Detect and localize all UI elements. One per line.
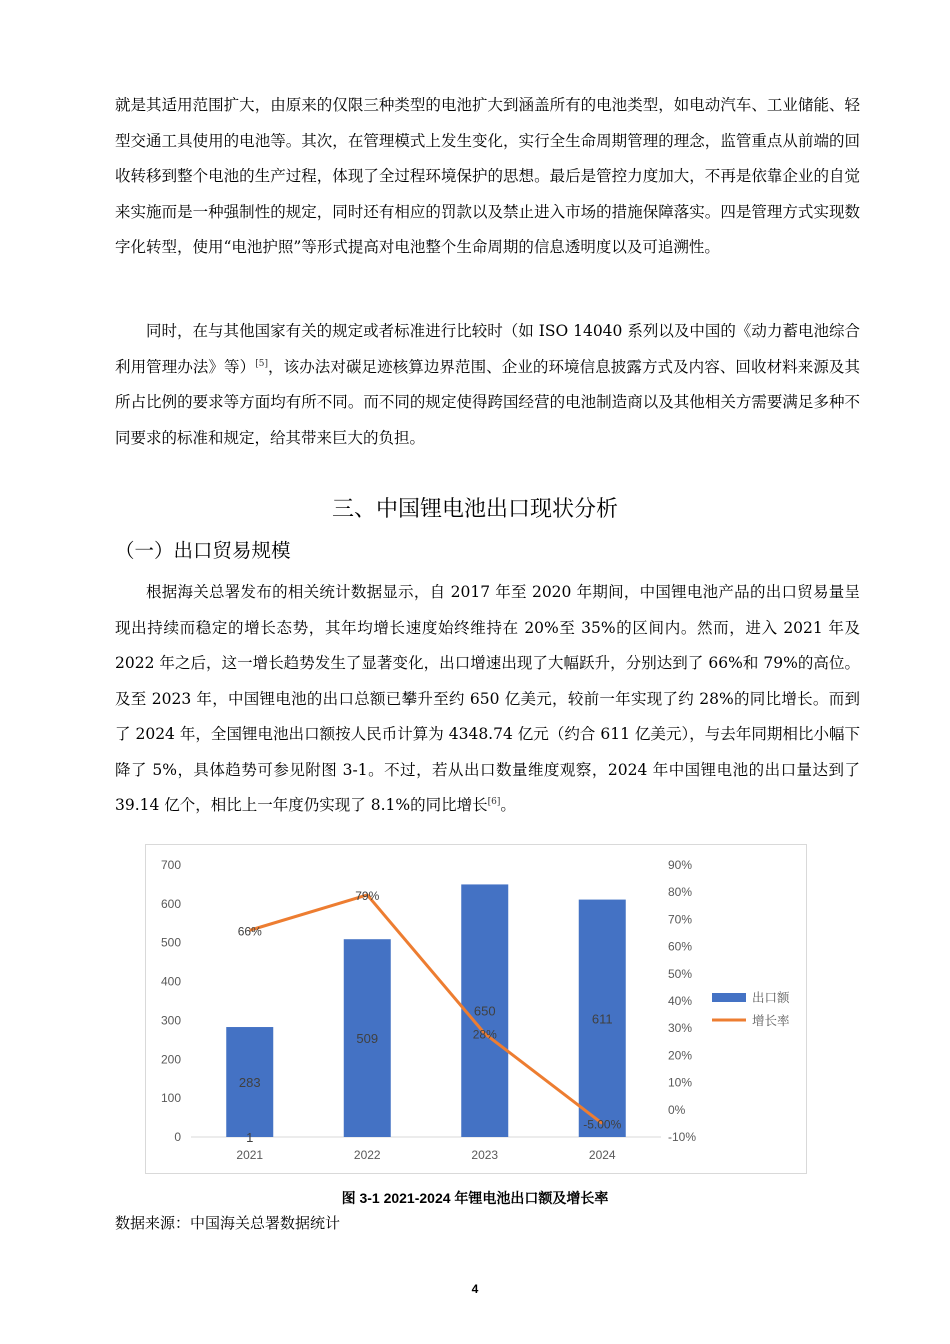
right-axis-tick-label: 40%	[668, 994, 693, 1008]
right-axis-tick-label: 80%	[668, 885, 693, 900]
right-axis-tick-label: 90%	[668, 858, 693, 872]
bar-data-label: 509	[356, 1031, 379, 1047]
x-axis-tick-label: 2021	[236, 1148, 264, 1162]
section-heading: 三、中国锂电池出口现状分析	[331, 497, 618, 522]
paragraph-2	[115, 314, 860, 456]
left-axis-tick-label: 500	[160, 935, 181, 950]
paragraph-3-text-b: 。	[500, 796, 516, 814]
chart-svg	[146, 845, 806, 1173]
x-axis-tick-label: 2023	[471, 1148, 499, 1162]
right-axis-tick-label: 60%	[668, 939, 693, 954]
bar-data-label: 283	[238, 1075, 261, 1091]
x-axis-tick-label: 2024	[588, 1148, 616, 1162]
paragraph-3-text-a: 根据海关总署发布的相关统计数据显示，自 2017 年至 2020 年期间，中国锂电池产品的出口贸易量呈现出持续而稳定的增长态势，其年均增长速度始终维持在 20%至 35%的区间内。然而，进入 2021 年及 2022 年之后，这一增长趋势发生了显著变化，出口增速出现了大幅跃升，分别达到了 66%和 79%的高位。及至 2023 年，中国锂电池的出口总额已攀升至约 650 亿美元，较前一年实现了约 28%的同比增长。而到了 2024 年，全国锂电池出口额按人民币计算为 4348.74 亿元（约合 611 亿美元），与去年同期相比小幅下降了 5%，具体趋势可参见附图 3-1。不过，若从出口数量维度观察，2024 年中国锂电池的出口量达到了 39.14 亿个，相比上一年度仍实现了 8.1%的同比增长	[115, 583, 860, 814]
bar-data-label: 611	[591, 1011, 613, 1027]
citation-ref-6[interactable]: [6]	[487, 796, 501, 807]
citation-ref-5[interactable]: [5]	[255, 358, 268, 369]
growth-line	[250, 895, 603, 1123]
right-axis-tick-label: 20%	[668, 1048, 693, 1063]
paragraph-2-text-b: ，该办法对碳足迹核算边界范围、企业的环境信息披露方式及内容、回收材料来源及其所占比例的要求等方面均有所不同。而不同的规定使得跨国经营的电池制造商以及其他相关方需要满足多种不同要求的标准和规定，给其带来巨大的负担。	[115, 357, 860, 447]
legend-label-bar: 出口额	[752, 991, 790, 1005]
figure-caption: 图 3-1 2021-2024 年锂电池出口额及增长率	[341, 1190, 609, 1206]
paragraph-3	[115, 575, 860, 824]
line-data-label: 79%	[355, 888, 380, 903]
right-axis-tick-label: 30%	[668, 1021, 693, 1036]
left-axis-tick-label: 300	[160, 1013, 181, 1028]
export-chart	[145, 844, 807, 1174]
subsection-heading: （一）出口贸易规模	[115, 539, 291, 562]
x-axis-tick-label: 2022	[353, 1148, 381, 1162]
right-axis-tick-label: 10%	[668, 1075, 693, 1090]
stray-data-label: 1	[246, 1130, 254, 1145]
data-source: 数据来源：中国海关总署数据统计	[115, 1214, 341, 1232]
page-number: 4	[471, 1282, 479, 1296]
paragraph-1	[115, 88, 860, 266]
line-data-label: 28%	[472, 1027, 497, 1042]
paragraph-2-text-a: 同时，在与其他国家有关的规定或者标准进行比较时（如 ISO 14040 系列以及中国的《动力蓄电池综合利用管理办法》等）	[115, 322, 860, 376]
left-axis-tick-label: 200	[160, 1052, 181, 1067]
right-axis-tick-label: 50%	[668, 966, 693, 981]
left-axis-tick-label: 700	[160, 858, 181, 872]
right-axis-tick-label: -10%	[668, 1130, 697, 1144]
left-axis-tick-label: 100	[160, 1091, 181, 1106]
line-data-label: 66%	[237, 924, 262, 939]
left-axis-tick-label: 400	[160, 974, 181, 989]
line-data-label: -5.00%	[583, 1117, 622, 1132]
left-axis-tick-label: 0	[174, 1130, 181, 1144]
bar-data-label: 650	[473, 1003, 496, 1019]
paragraph-1-text: 就是其适用范围扩大，由原来的仅限三种类型的电池扩大到涵盖所有的电池类型，如电动汽车、工业储能、轻型交通工具使用的电池等。其次，在管理模式上发生变化，实行全生命周期管理的理念，监管重点从前端的回收转移到整个电池的生产过程，体现了全过程环境保护的思想。最后是管控力度加大，不再是依靠企业的自觉来实施而是一种强制性的规定，同时还有相应的罚款以及禁止进入市场的措施保障落实。四是管理方式实现数字化转型，使用“电池护照”等形式提高对电池整个生命周期的信息透明度以及可追溯性。	[115, 96, 860, 256]
left-axis-tick-label: 600	[160, 896, 181, 911]
legend-label-line: 增长率	[752, 1014, 790, 1028]
right-axis-tick-label: 70%	[668, 912, 693, 927]
right-axis-tick-label: 0%	[668, 1102, 686, 1117]
legend-swatch-bar	[712, 993, 746, 1002]
